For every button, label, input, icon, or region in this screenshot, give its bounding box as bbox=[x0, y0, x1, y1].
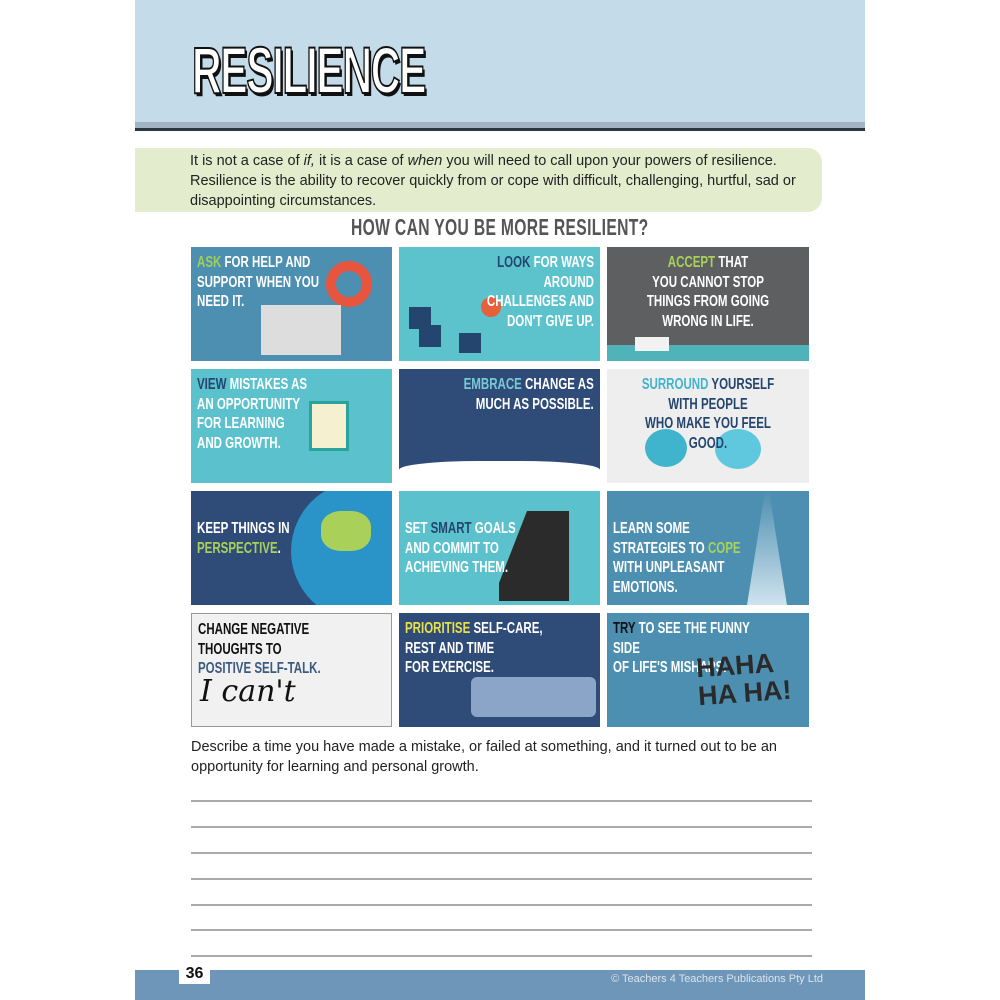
tip-card bbox=[191, 247, 392, 361]
header-rule bbox=[135, 128, 865, 131]
tip-text-tail: . bbox=[277, 539, 281, 557]
tip-card bbox=[399, 613, 600, 727]
page-number: 36 bbox=[179, 964, 210, 984]
tip-text-body: MISTAKES AS AN OPPORTUNITY FOR LEARNING AND GROWTH. bbox=[197, 376, 308, 452]
tip-keyword: ACCEPT bbox=[667, 254, 716, 271]
writing-line[interactable] bbox=[191, 929, 812, 931]
tip-text-body: SELF-CARE, REST AND TIME FOR EXERCISE. bbox=[405, 620, 543, 676]
tip-text bbox=[197, 519, 290, 558]
tip-card bbox=[191, 491, 392, 605]
tip-text bbox=[197, 253, 319, 312]
worksheet-page bbox=[135, 0, 865, 1000]
writing-line[interactable] bbox=[191, 955, 812, 957]
page-title: RESILIENCE bbox=[192, 33, 426, 107]
haha-lettering: HAHA HA HA! bbox=[695, 647, 793, 712]
tip-text bbox=[405, 519, 516, 578]
writing-line[interactable] bbox=[191, 800, 812, 802]
tip-text-body: KEEP THINGS IN bbox=[197, 520, 290, 537]
writing-line[interactable] bbox=[191, 826, 812, 828]
tip-text-body: THAT YOU CANNOT STOP THINGS FROM GOING WRONG IN LIFE. bbox=[646, 254, 770, 330]
tip-text bbox=[635, 375, 780, 453]
tip-card bbox=[607, 613, 809, 727]
tip-text bbox=[464, 375, 594, 414]
tip-text-body: WITH UNPLEASANT EMOTIONS. bbox=[613, 559, 725, 596]
tip-text bbox=[613, 519, 741, 597]
question-text: HOW CAN YOU BE MORE RESILIENT? bbox=[351, 214, 649, 240]
tip-card bbox=[399, 247, 600, 361]
tip-text bbox=[197, 375, 307, 453]
tip-text bbox=[405, 619, 543, 678]
tip-text-body: GOALS AND COMMIT TO ACHIEVING THEM. bbox=[405, 520, 516, 576]
tip-keyword: ASK bbox=[197, 254, 222, 271]
tip-keyword: PRIORITISE bbox=[405, 620, 471, 637]
handwritten-i-cant: I can't bbox=[200, 674, 296, 709]
tip-text bbox=[454, 253, 594, 331]
tip-text-body: FOR WAYS AROUND CHALLENGES AND DON'T GIVE UP. bbox=[486, 254, 594, 330]
tip-text-body: YOURSELF WITH PEOPLE WHO MAKE YOU FEEL GOOD. bbox=[645, 376, 775, 452]
tip-keyword: PERSPECTIVE bbox=[197, 539, 278, 557]
tip-text-body: CHANGE NEGATIVE THOUGHTS TO bbox=[198, 621, 310, 658]
tip-keyword: SURROUND bbox=[641, 376, 709, 393]
tip-keyword: TRY bbox=[613, 620, 636, 637]
section-heading bbox=[135, 214, 865, 241]
tip-keyword: LOOK bbox=[497, 254, 531, 271]
header-banner bbox=[135, 0, 865, 122]
tip-text-body: TO SEE THE FUNNY SIDE OF LIFE'S MISHAPS. bbox=[613, 620, 750, 676]
tip-keyword: SMART bbox=[430, 520, 472, 537]
writing-line[interactable] bbox=[191, 878, 812, 880]
tip-text-body: CHANGE AS MUCH AS POSSIBLE. bbox=[476, 376, 594, 413]
tip-card bbox=[607, 247, 809, 361]
tip-keyword: VIEW bbox=[197, 376, 227, 393]
tip-text-lead: SET bbox=[405, 520, 431, 537]
writing-prompt: Describe a time you have made a mistake, or failed at something, and it turned out to be an opportunity for learning and personal growth. bbox=[191, 739, 777, 775]
copyright: © Teachers 4 Teachers Publications Pty Ltd bbox=[611, 973, 823, 985]
tip-keyword: EMBRACE bbox=[463, 376, 523, 393]
tip-text-lead: LEARN SOME STRATEGIES TO bbox=[613, 520, 705, 557]
intro-text: you will need to call upon your powers of resilience. Resilience is the ability to recover quickly from or cope with difficult, challenging, hurtful, sad or disappointing circumstances. bbox=[190, 153, 796, 209]
tip-card bbox=[399, 369, 600, 483]
writing-line[interactable] bbox=[191, 852, 812, 854]
tip-keyword: COPE bbox=[707, 539, 741, 557]
intro-box bbox=[135, 148, 822, 212]
tips-grid bbox=[191, 247, 809, 727]
tip-keyword: POSITIVE SELF-TALK. bbox=[198, 660, 321, 677]
tip-text-body: FOR HELP AND SUPPORT WHEN YOU NEED IT. bbox=[197, 254, 320, 310]
intro-text: it is a case of bbox=[314, 153, 408, 169]
intro-emphasis-if: if, bbox=[303, 153, 315, 169]
intro-text: It is not a case of bbox=[190, 153, 304, 169]
tip-card bbox=[399, 491, 600, 605]
tip-card bbox=[191, 369, 392, 483]
tip-card bbox=[607, 491, 809, 605]
tip-text bbox=[198, 620, 337, 679]
tip-card bbox=[191, 613, 392, 727]
writing-line[interactable] bbox=[191, 904, 812, 906]
tip-card bbox=[607, 369, 809, 483]
intro-emphasis-when: when bbox=[407, 153, 443, 169]
tip-text bbox=[635, 253, 780, 331]
